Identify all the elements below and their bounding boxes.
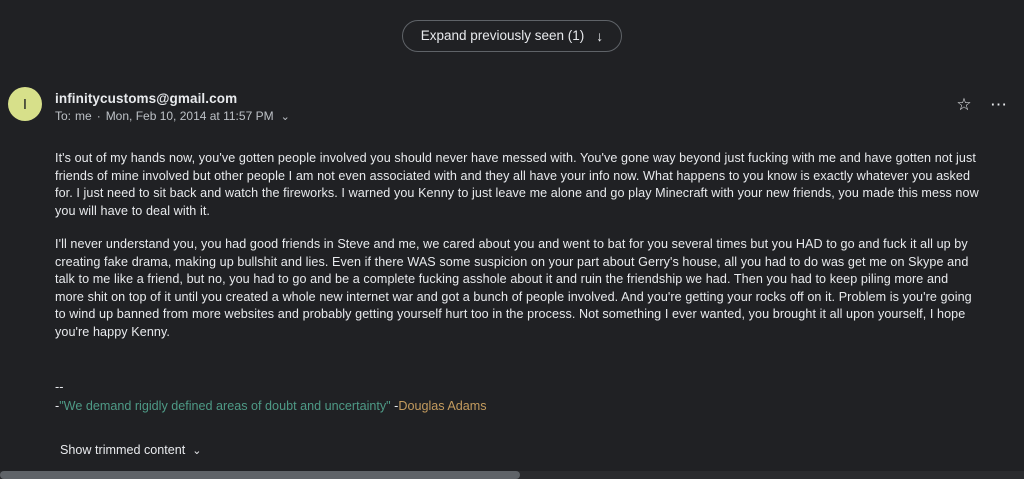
more-options-icon[interactable]: ⋯ bbox=[990, 94, 1008, 114]
star-icon[interactable]: ☆ bbox=[956, 94, 972, 114]
horizontal-scrollbar-track[interactable] bbox=[0, 471, 1024, 479]
recipient-name: me bbox=[75, 109, 92, 123]
message-date: Mon, Feb 10, 2014 at 11:57 PM bbox=[105, 109, 274, 123]
signature-author: Douglas Adams bbox=[398, 398, 487, 413]
show-trimmed-content-label: Show trimmed content bbox=[60, 443, 186, 457]
recipient-line bbox=[55, 109, 290, 123]
expand-previously-seen-row bbox=[0, 0, 1024, 72]
chevron-down-icon[interactable]: ⌄ bbox=[280, 110, 290, 123]
message-paragraph: I'll never understand you, you had good friends in Steve and me, we cared about you and went to bat for you several times but you HAD to go and fuck it all up by creating fake drama, making up bullshit and lies. Even if there WAS some suspicion on your part about Gerry's house, all you had to do was get me on Skype and talk to me like a friend, but no, you had to go and be a complete fucking asshole about it and ruin the friendship we had. Then you had to keep piling more and more shit on top of it until you created a whole new internet war and got a bunch of people involved. And you're getting your rocks off on it. Problem is you're going to wind up banned from more websites and probably getting yourself hurt too in the process. Not something I ever wanted, you brought it all upon yourself, I hope you're happy Kenny. bbox=[55, 237, 972, 339]
signature-quote-prefix: - bbox=[55, 398, 60, 413]
signature-block bbox=[55, 379, 980, 415]
arrow-down-icon: ↓ bbox=[596, 28, 604, 44]
message-paragraph: It's out of my hands now, you've gotten people involved you should never have messed with. You've gone way beyond just fucking with me and have gotten not just friends of mine involved but other people I am not even associated with and they all have your info now. What happens to you know is exactly whatever you asked for. I just need to sit back and watch the fireworks. I warned you Kenny to just leave me alone and go play Minecraft with your new friends, you made this mess now you will have to deal with it. bbox=[55, 151, 979, 218]
to-label: To: bbox=[55, 109, 72, 123]
avatar: I bbox=[8, 87, 42, 121]
separator-dot: · bbox=[96, 109, 101, 123]
sender-address: infinitycustoms@gmail.com bbox=[55, 91, 238, 106]
expand-previously-seen-button[interactable] bbox=[402, 20, 623, 52]
message-body bbox=[55, 150, 980, 415]
signature-dashes: -- bbox=[55, 380, 64, 394]
horizontal-scrollbar-thumb[interactable] bbox=[0, 471, 520, 479]
chevron-down-icon: ⌄ bbox=[192, 444, 202, 457]
show-trimmed-content-button[interactable] bbox=[60, 443, 202, 457]
expand-previously-seen-label: Expand previously seen (1) bbox=[420, 28, 585, 44]
signature-author-dash: - bbox=[390, 398, 399, 413]
message-header-actions bbox=[953, 93, 1010, 115]
signature-quote-line bbox=[55, 398, 980, 416]
signature-quote: "We demand rigidly defined areas of doubt and uncertainty" bbox=[59, 398, 391, 413]
